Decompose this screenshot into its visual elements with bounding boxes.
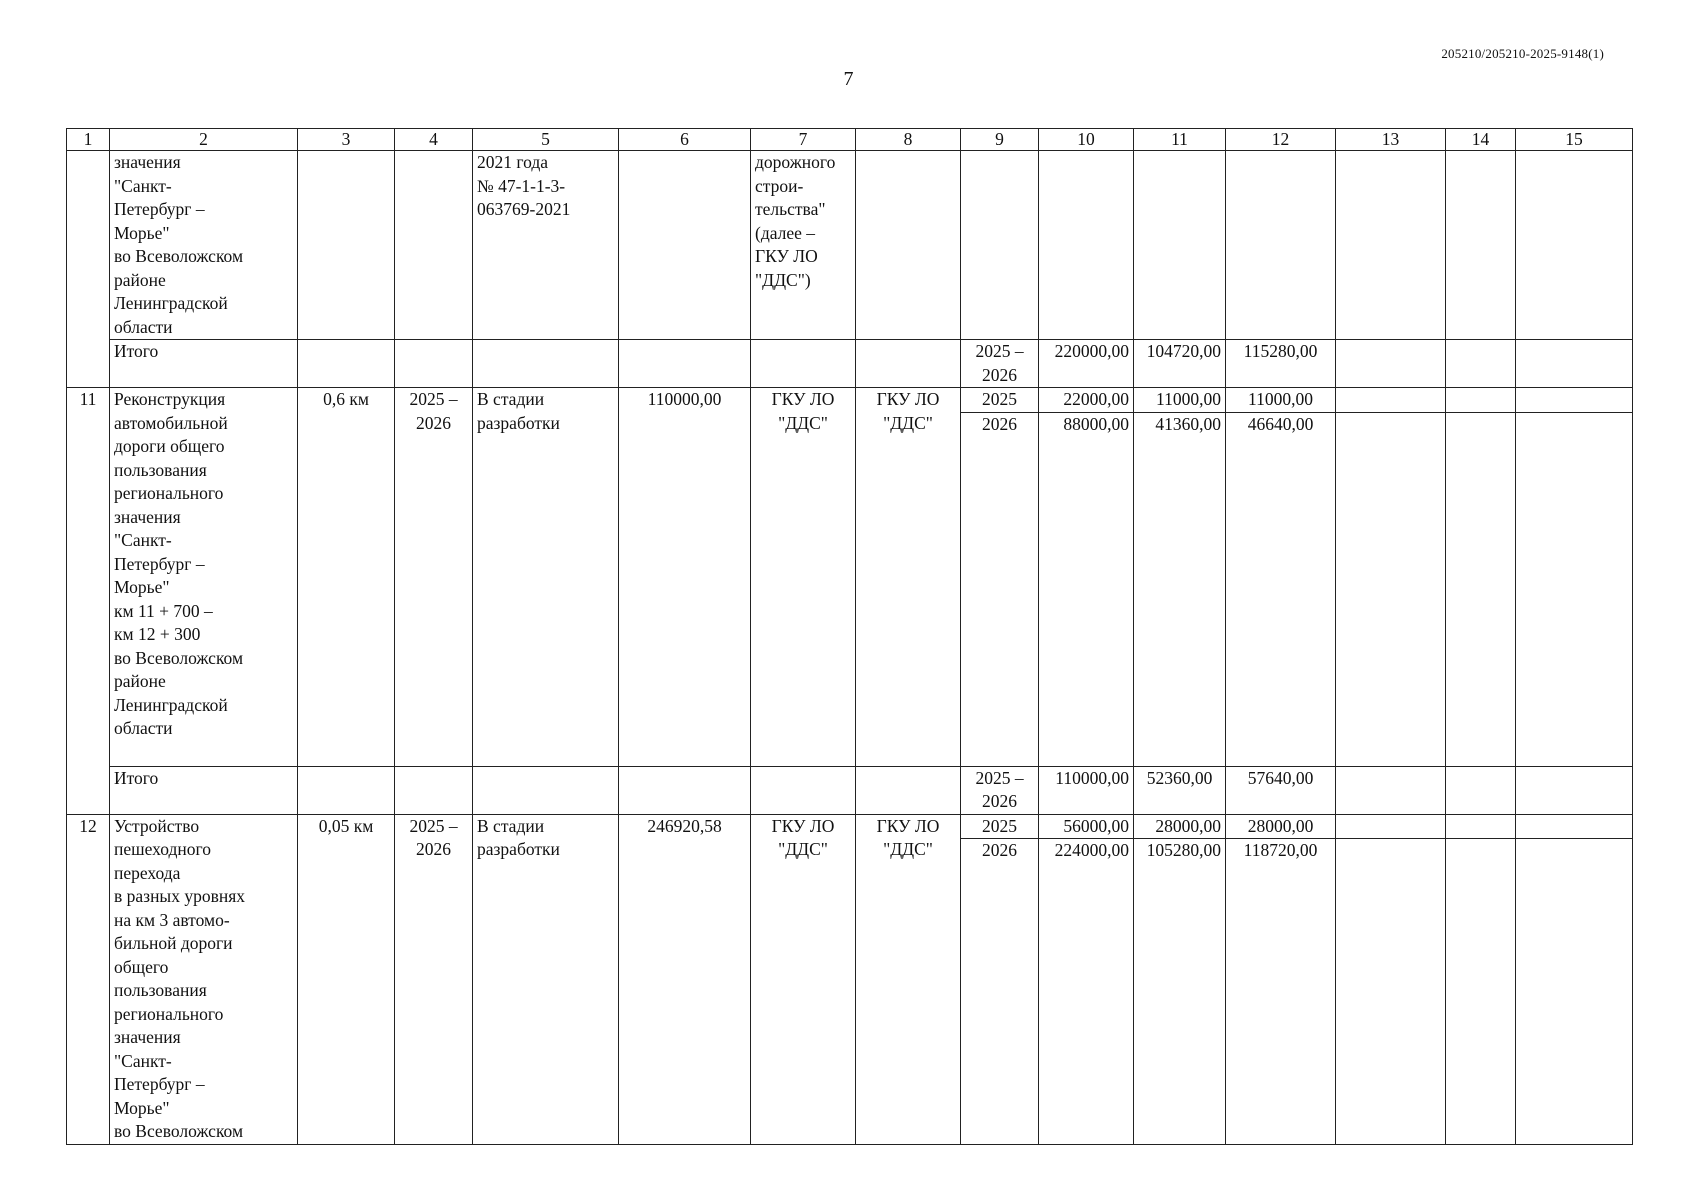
customer-cell: ГКУ ЛО "ДДС" [751,814,856,1145]
cost-cell: 110000,00 [619,388,751,767]
object-name-cell: значения "Санкт- Петербург – Морье" во Всеволожском районе Ленинградской области [110,151,298,340]
empty-cell [1446,340,1516,388]
empty-cell [473,766,619,814]
total-regional: 115280,00 [1226,340,1336,388]
col-header-10: 10 [1039,129,1134,151]
col-header-14: 14 [1446,129,1516,151]
empty-cell [619,766,751,814]
empty-cell [473,340,619,388]
total-amount: 110000,00 [1039,766,1134,814]
developer-cell: ГКУ ЛО "ДДС" [856,388,961,767]
empty-cell [1336,839,1446,1145]
federal-cell [1134,151,1226,340]
year-federal-cell: 105280,00 [1134,839,1226,1145]
empty-cell [619,340,751,388]
empty-cell [1446,388,1516,413]
empty-cell [1336,412,1446,766]
year-cell: 2025 [961,388,1039,413]
customer-cell: ГКУ ЛО "ДДС" [751,388,856,767]
col-header-15: 15 [1516,129,1633,151]
period-cell [395,151,473,340]
year-federal-cell: 41360,00 [1134,412,1226,766]
empty-cell [1446,151,1516,340]
customer-cell: дорожного строи- тельства" (далее – ГКУ ЛО "ДДС") [751,151,856,340]
total-label: Итого [110,340,298,388]
total-regional: 57640,00 [1226,766,1336,814]
col-header-12: 12 [1226,129,1336,151]
empty-cell [1446,766,1516,814]
cost-cell: 246920,58 [619,814,751,1145]
col-header-3: 3 [298,129,395,151]
regional-cell [1226,151,1336,340]
empty-cell [856,340,961,388]
empty-cell [856,766,961,814]
empty-cell [1516,766,1633,814]
empty-cell [298,340,395,388]
empty-cell [1516,388,1633,413]
row-number-cell [67,151,110,388]
year-federal-cell: 11000,00 [1134,388,1226,413]
year-cell [961,151,1039,340]
empty-cell [751,766,856,814]
capacity-cell: 0,05 км [298,814,395,1145]
empty-cell [1516,151,1633,340]
empty-cell [1336,814,1446,839]
empty-cell [1516,412,1633,766]
year-total-cell: 56000,00 [1039,814,1134,839]
document-cell: 2021 года № 47-1-1-3- 063769-2021 [473,151,619,340]
table-row [67,151,1633,340]
empty-cell [1446,814,1516,839]
empty-cell [395,766,473,814]
empty-cell [1336,388,1446,413]
empty-cell [751,340,856,388]
col-header-13: 13 [1336,129,1446,151]
column-number-row [67,129,1633,151]
year-total-cell: 88000,00 [1039,412,1134,766]
year-cell: 2025 [961,814,1039,839]
col-header-8: 8 [856,129,961,151]
row-number-cell: 12 [67,814,110,1145]
developer-cell [856,151,961,340]
year-cell: 2026 [961,412,1039,766]
col-header-9: 9 [961,129,1039,151]
period-cell: 2025 – 2026 [395,814,473,1145]
period-cell: 2025 – 2026 [395,388,473,767]
year-federal-cell: 28000,00 [1134,814,1226,839]
empty-cell [298,766,395,814]
year-regional-cell: 11000,00 [1226,388,1336,413]
program-table [66,128,1633,1145]
total-period: 2025 – 2026 [961,766,1039,814]
year-regional-cell: 46640,00 [1226,412,1336,766]
capacity-cell [298,151,395,340]
col-header-7: 7 [751,129,856,151]
total-cell [1039,151,1134,340]
total-row [67,340,1633,388]
table-row [67,814,1633,839]
year-regional-cell: 28000,00 [1226,814,1336,839]
status-cell: В стадии разработки [473,388,619,767]
cost-cell [619,151,751,340]
empty-cell [1516,814,1633,839]
total-amount: 220000,00 [1039,340,1134,388]
object-name-cell: Устройство пешеходного перехода в разных уровнях на км 3 автомо- бильной дороги общего пользования регионального значения "Санкт- Петербург – Морье" во Всеволожском [110,814,298,1145]
empty-cell [1336,151,1446,340]
year-total-cell: 224000,00 [1039,839,1134,1145]
year-total-cell: 22000,00 [1039,388,1134,413]
empty-cell [1446,412,1516,766]
total-federal: 104720,00 [1134,340,1226,388]
status-cell: В стадии разработки [473,814,619,1145]
page-number: 7 [843,68,854,90]
table-row [67,388,1633,413]
empty-cell [1516,839,1633,1145]
total-row [67,766,1633,814]
developer-cell: ГКУ ЛО "ДДС" [856,814,961,1145]
empty-cell [1336,340,1446,388]
col-header-11: 11 [1134,129,1226,151]
year-cell: 2026 [961,839,1039,1145]
empty-cell [1336,766,1446,814]
document-id: 205210/205210-2025-9148(1) [1441,46,1604,61]
capacity-cell: 0,6 км [298,388,395,767]
col-header-6: 6 [619,129,751,151]
row-number-cell: 11 [67,388,110,815]
col-header-5: 5 [473,129,619,151]
total-label: Итого [110,766,298,814]
col-header-1: 1 [67,129,110,151]
total-period: 2025 – 2026 [961,340,1039,388]
empty-cell [395,340,473,388]
empty-cell [1446,839,1516,1145]
total-federal: 52360,00 [1134,766,1226,814]
col-header-2: 2 [110,129,298,151]
object-name-cell: Реконструкция автомобильной дороги общего пользования регионального значения "Санкт- Петербург – Морье" км 11 + 700 – км 12 + 300 во Всеволожском районе Ленинградской области [110,388,298,767]
empty-cell [1516,340,1633,388]
year-regional-cell: 118720,00 [1226,839,1336,1145]
col-header-4: 4 [395,129,473,151]
